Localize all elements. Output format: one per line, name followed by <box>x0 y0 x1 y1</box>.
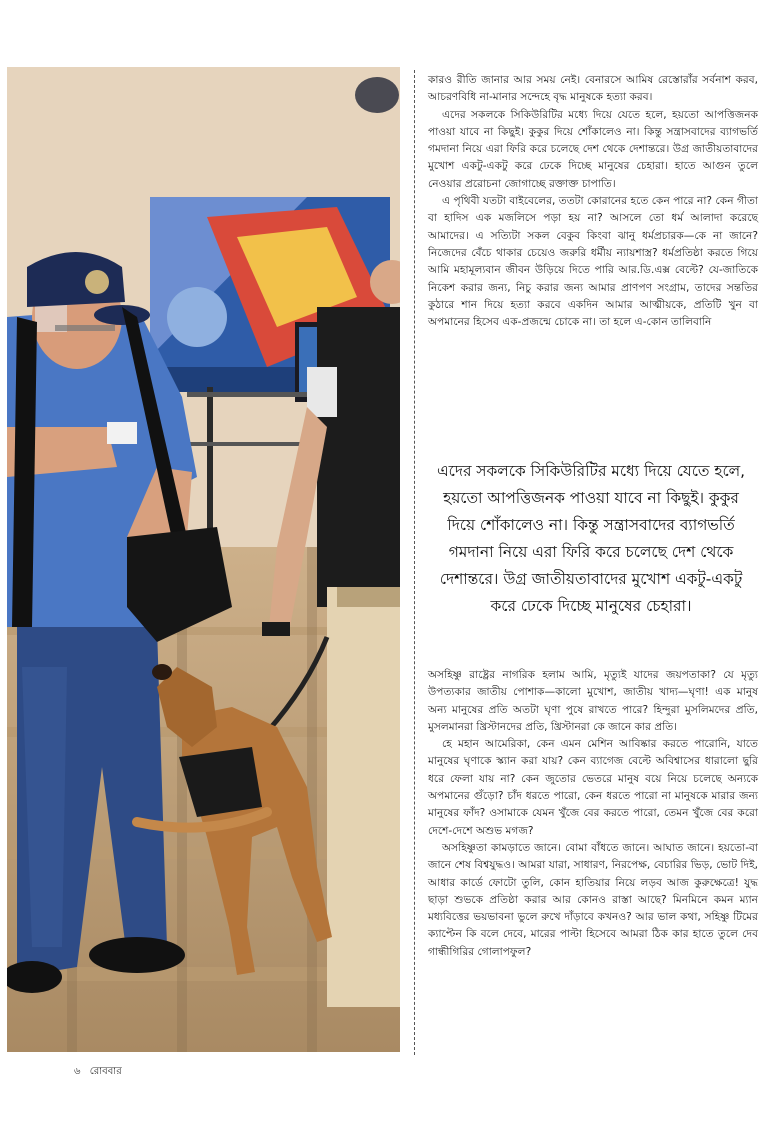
paragraph: অসহিষ্ণুতা কামড়াতে জানে। বোমা বাঁধতে জানে। আঘাত জানে। হয়তো-বা জানে শেষ বিশ্বযুদ্ধও। আমরা যারা, সাধারণ, নিরপেক্ষ, বেচারির ভিড়, ভোট দিই, আধার কার্ডে ফোটো তুলি, কোন হাতিয়ার নিয়ে লড়ব আজ কুরুক্ষেত্রে! যুদ্ধ ছাড়া শুভকে প্রতিষ্ঠা করার আর কোনও রাস্তা আছে? মিনমিনে কমন ম্যান মধ্যবিত্তের ভয়ভাবনা ভুলে রুখে দাঁড়াবে কখনও? আর ভাল কথা, সহিষ্ণু টিমের ক্যাপ্টেন কি বলে দেবে, মারের পাল্টা হিসেবে আমরা ঠিক কার হাতে তুলে দেব গান্ধীগিরির গোলাপফুল? <box>428 841 758 958</box>
paragraph: হে মহান আমেরিকা, কেন এমন মেশিন আবিষ্কার করতে পারোনি, যাতে মানুষের ঘৃণাকে স্ক্যান করা যায়? কেন ব্যাগেজ বেল্টে অবিশ্বাসের ধারালো ছুরি ধরে ফেলা যায় না? কেন জুতোর ভেতরে মানুষ বয়ে নিয়ে চলেছে অন্যকে অপমানের গুঁড়ো? চাঁদ ধরতে পারো, কেন ধরতে পারো না মানুষকে মারার জন্য মানুষের ফাঁদ? ওসামাকে যেমন খুঁজে বের করতে পারো, তেমন খুঁজে বের করো দেশে-দেশে অশুভ মগজ? <box>428 738 758 837</box>
paragraph: এদের সকলকে সিকিউরিটির মধ্যে দিয়ে যেতে হলে, হয়তো আপত্তিজনক পাওয়া যাবে না কিছুই। কুকুর দিয়ে শোঁকালেও না। কিন্তু সন্ত্রাসবাদের ব্যাগভর্তি গমদানা নিয়ে এরা ফিরি করে চলেছে দেশ থেকে দেশান্তরে। উগ্র জাতীয়তাবাদের মুখোশ একটু-একটু করে ঢেকে দিচ্ছে মানুষের চেহারা। হাতে আগুন তুলে নেওয়ার প্ররোচনা জোগাচ্ছে রক্তাক্ত চাপাতি। <box>428 108 758 190</box>
paragraph: কারও রীতি জানার আর সময় নেই। বেনারসে আমিষ রেস্তোরাঁর সর্বনাশ করব, আচরণবিধি না-মানার সন্দেহে বৃদ্ধ মানুষকে হত্যা করব। <box>428 74 758 104</box>
page-footer <box>74 1064 128 1081</box>
article-column-2 <box>428 667 758 961</box>
article-photo <box>7 67 400 1052</box>
pull-quote: এদের সকলকে সিকিউরিটির মধ্যে দিয়ে যেতে হলে, হয়তো আপত্তিজনক পাওয়া যাবে না কিছুই। কুকুর দিয়ে শোঁকালেও না। কিন্তু সন্ত্রাসবাদের ব্যাগভর্তি গমদানা নিয়ে এরা ফিরি করে চলেছে দেশ থেকে দেশান্তরে। উগ্র জাতীয়তাবাদের মুখোশ একটু-একটু করে ঢেকে দিচ্ছে মানুষের চেহারা। <box>436 462 746 615</box>
airport-security-dog-photo <box>7 67 400 1052</box>
column-divider <box>414 70 415 1055</box>
page-number: ৬ <box>74 1066 81 1077</box>
paragraph: এ পৃথিবী যতটা বাইবেলের, ততটা কোরানের হতে কেন পারে না? কেন গীতা বা হাদিস এক মজলিসে পড়া হয় না? আসলে তো ধর্ম আলাদা করেছে আমাদের। এ সত্যিটা সকল বেকুব কিংবা ঝানু ধর্মপ্রচারক—কে না জানে? নিজেদের বেঁচে থাকার চেয়েও জরুরি ধর্মীয় ন্যায়শাস্ত্র? ধর্মপ্রতিষ্ঠা করতে গিয়ে আমি মহামূল্যবান জীবন উড়িয়ে দিতে পারি আর.ডি.এক্স বেল্টে? যে-জাতিকে নিকেশ করার জন্য, নিচু করার জন্য আমার প্রাণপণ সংগ্রাম, তাদের সন্ততির কুঠারে শান দিয়ে হত্যা করবে একদিন আমার আত্মীয়কে, প্রতিটি খুন বা অপমানের হিসেব এক-প্রজন্মে চোকে না। তা হলে এ-কোন তালিবানি <box>428 195 758 329</box>
section-name: রোববার <box>89 1066 122 1077</box>
article-column-1 <box>428 72 758 331</box>
paragraph: অসহিষ্ণু রাষ্ট্রের নাগরিক হলাম আমি, মৃত্যুই যাদের জয়পতাকা? যে মৃত্যু উপত্যকার জাতীয় পোশাক—কালো মুখোশ, জাতীয় খাদ্য—ঘৃণা! এক মানুষ অন্য মানুষের প্রতি অতটা ঘৃণা পুষে রাখতে পারে? হিন্দুরা মুসলিমদের প্রতি, মুসলমানরা খ্রিস্টানদের প্রতি, খ্রিস্টানরা কে জানে কার প্রতি। <box>428 669 758 733</box>
